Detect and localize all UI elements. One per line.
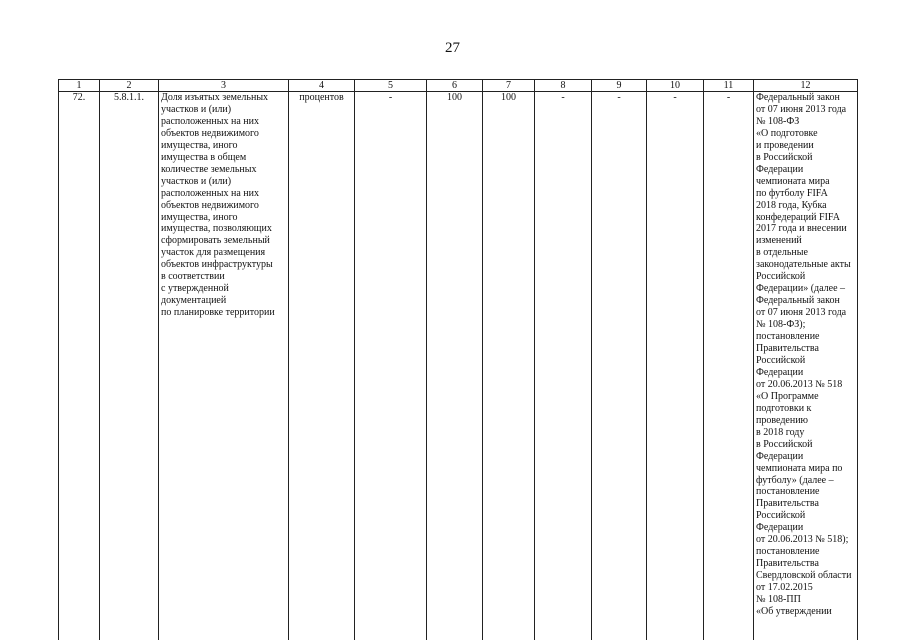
header-col-10: 10: [647, 80, 704, 92]
value-col-5: -: [355, 92, 427, 640]
value-col-11: -: [704, 92, 754, 640]
header-col-7: 7: [483, 80, 535, 92]
unit-of-measure: процентов: [289, 92, 355, 640]
header-col-11: 11: [704, 80, 754, 92]
value-col-6: 100: [427, 92, 483, 640]
header-col-2: 2: [100, 80, 159, 92]
header-col-4: 4: [289, 80, 355, 92]
indicator-table: [58, 79, 858, 640]
header-col-3: 3: [159, 80, 289, 92]
header-col-9: 9: [592, 80, 647, 92]
table-row: [59, 92, 858, 640]
indicator-code: 5.8.1.1.: [100, 92, 159, 640]
header-col-5: 5: [355, 80, 427, 92]
indicator-name: Доля изъятых земельных участков и (или) расположенных на них объектов недвижимого имущества, иного имущества в общем количестве земельных участков и (или) расположенных на них объектов недвижимого имущества, иного имущества, позволяющих сформировать земельный участок для размещения объектов инфраструктуры в соответствии с утвержденной документацией по планировке территории: [159, 92, 289, 640]
value-col-9: -: [592, 92, 647, 640]
header-col-8: 8: [535, 80, 592, 92]
header-col-1: 1: [59, 80, 100, 92]
header-col-12: 12: [754, 80, 858, 92]
value-col-7: 100: [483, 92, 535, 640]
header-col-6: 6: [427, 80, 483, 92]
value-col-10: -: [647, 92, 704, 640]
page-number: 27: [445, 40, 460, 56]
value-col-8: -: [535, 92, 592, 640]
row-number: 72.: [59, 92, 100, 640]
legal-basis: Федеральный закон от 07 июня 2013 года № 108-ФЗ «О подготовке и проведении в Российской Федерации чемпионата мира по футболу FIFA 2018 года, Кубка конфедераций FIFA 2017 года и внесении изменений в отдельные законодательные акты Российской Федерации» (далее – Федеральный закон от 07 июня 2013 года № 108-ФЗ); постановление Правительства Российской Федерации от 20.06.2013 № 518 «О Программе подготовки к проведению в 2018 году в Российской Федерации чемпионата мира по футболу» (далее – постановление Правительства Российской Федерации от 20.06.2013 № 518); постановление Правительства Свердловской области от 17.02.2015 № 108-ПП «Об утверждении: [754, 92, 858, 640]
header-row: [59, 80, 858, 92]
